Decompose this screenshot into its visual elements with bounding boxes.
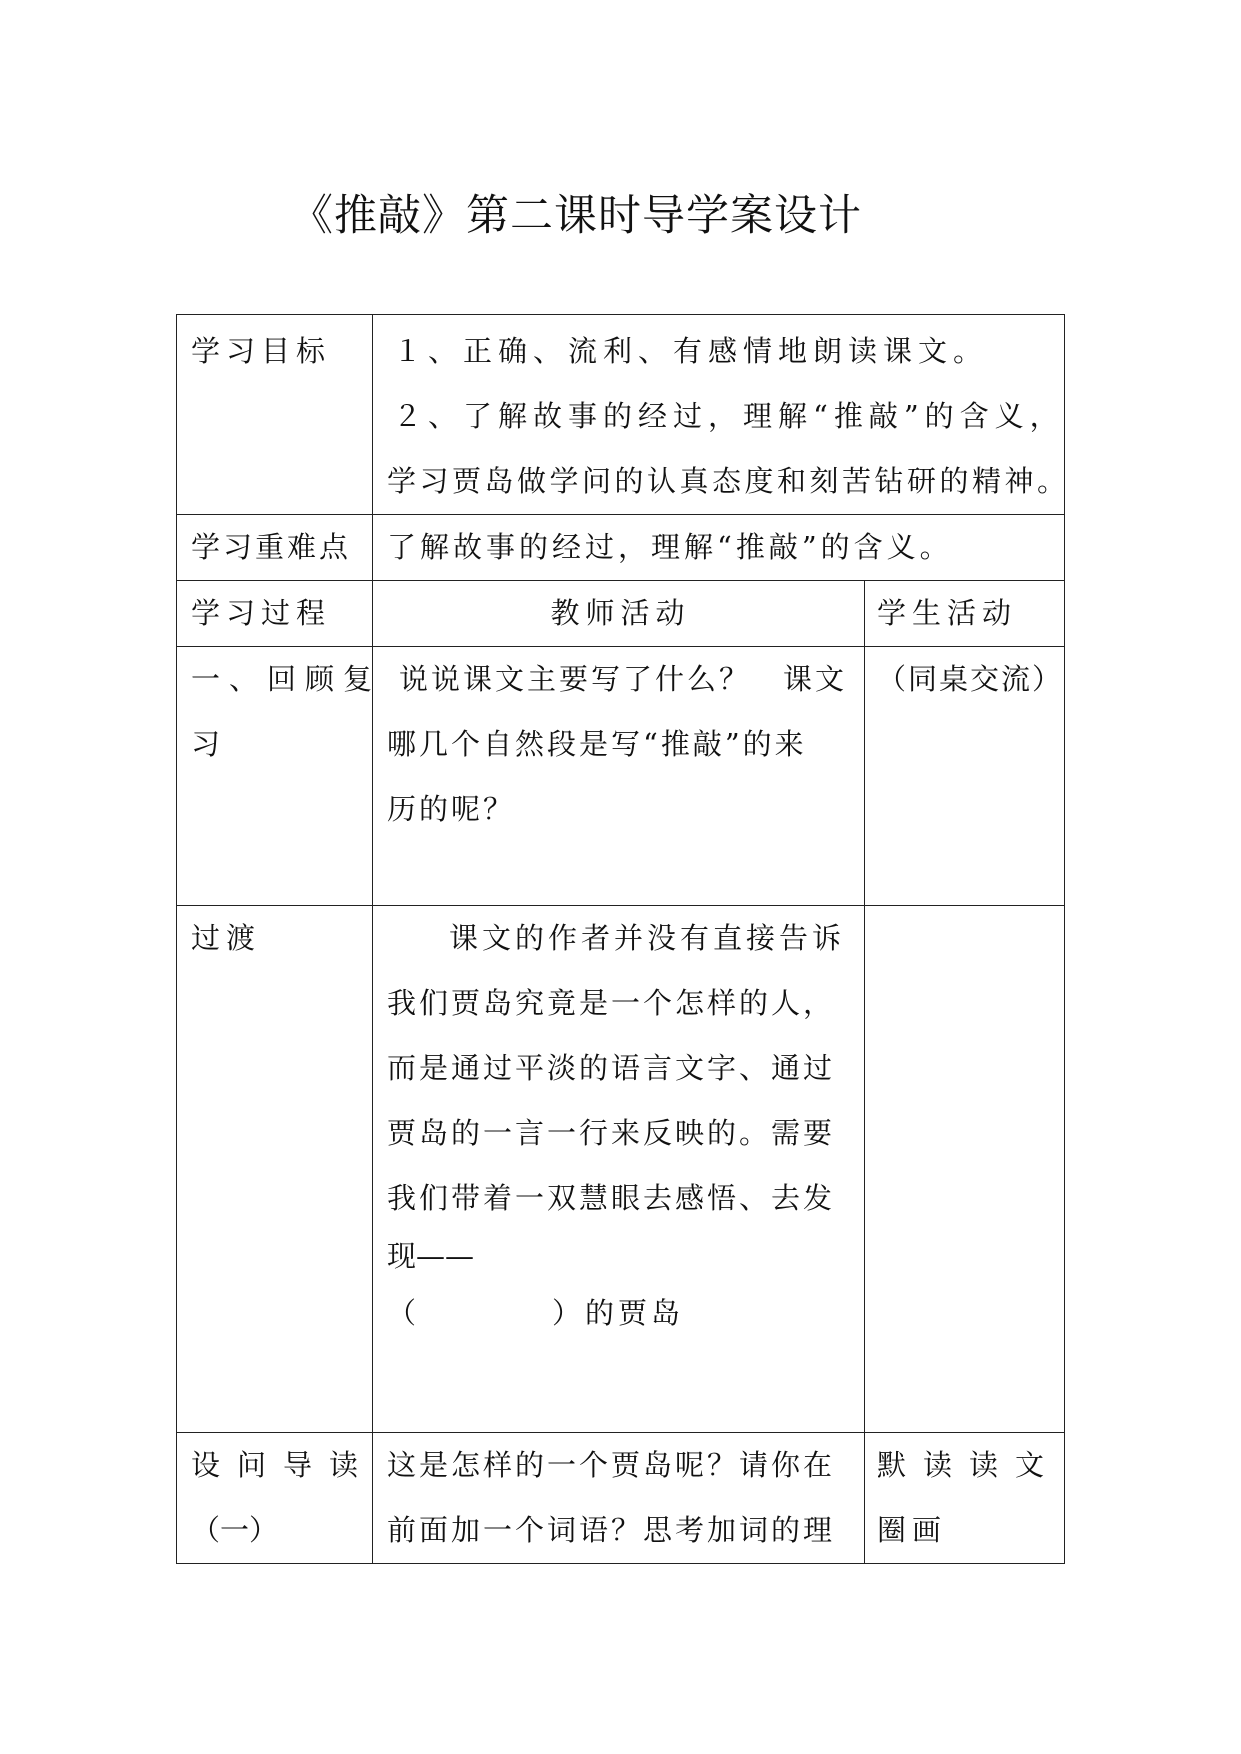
key-points-content: 了解故事的经过，理解“推敲”的含义。 (387, 530, 953, 564)
goals-content-cell (373, 315, 1070, 515)
goal-item-1: １、正确、流利、有感情地朗读课文。 (393, 334, 989, 368)
student-activity-cell (865, 906, 1065, 1433)
student-activity-cell (865, 1433, 1065, 1564)
stage-text: （一） (191, 1513, 279, 1547)
teacher-activity-text: 说说课文主要写了什么？ 课文 (399, 662, 848, 696)
table-row (177, 647, 1065, 906)
student-activity-text: 默读读文 (877, 1448, 1062, 1482)
stage-text: 设问导读 (191, 1448, 376, 1482)
table-header-row (177, 581, 1065, 647)
table-row (177, 515, 1065, 581)
teacher-header-cell (373, 581, 865, 647)
student-activity-text: （同桌交流） (877, 662, 1064, 696)
teacher-activity-cell (373, 647, 865, 906)
student-activity-text: 圈画 (877, 1513, 948, 1547)
teacher-activity-text: 课文的作者并没有直接告诉 (449, 921, 846, 955)
table-row (177, 315, 1065, 515)
stage-text: 一、回顾复 (191, 662, 382, 696)
table-row (177, 906, 1065, 1433)
teacher-activity-text: 前面加一个词语？思考加词的理 (387, 1513, 836, 1547)
key-points-label: 学习重难点 (191, 530, 352, 564)
goals-label: 学习目标 (191, 334, 332, 368)
teacher-activity-text: 现—— (387, 1239, 475, 1273)
goal-item-2: ２、了解故事的经过，理解“推敲”的含义， (393, 399, 1065, 433)
teacher-activity-text: 我们带着一双慧眼去感悟、去发 (387, 1181, 836, 1215)
table-row (177, 1433, 1065, 1564)
teacher-activity-text: 历的呢？ (387, 792, 516, 826)
teacher-activity-cell (373, 906, 865, 1433)
teacher-activity-cell (373, 1433, 865, 1564)
student-header-cell (865, 581, 1065, 647)
process-header: 学习过程 (191, 596, 332, 630)
teacher-activity-text: 而是通过平淡的语言文字、通过 (387, 1051, 836, 1085)
key-points-content-cell (373, 515, 1065, 581)
process-header-cell (177, 581, 373, 647)
teacher-activity-text: 贾岛的一言一行来反映的。需要 (387, 1116, 836, 1150)
teacher-activity-text: 我们贾岛究竟是一个怎样的人， (387, 986, 836, 1020)
stage-cell (177, 1433, 376, 1564)
goal-item-3: 学习贾岛做学问的认真态度和刻苦钻研的精神。 (387, 464, 1070, 498)
stage-cell (177, 906, 373, 1433)
key-points-label-cell (177, 515, 373, 581)
student-activity-header: 学生活动 (877, 596, 1018, 630)
teacher-activity-text: （ ）的贾岛 (387, 1296, 685, 1330)
teacher-activity-text: 哪几个自然段是写“推敲”的来 (387, 727, 807, 761)
stage-text: 过渡 (191, 921, 262, 955)
student-activity-cell (865, 647, 1065, 906)
teacher-activity-text: 这是怎样的一个贾岛呢？请你在 (387, 1448, 836, 1482)
document-title: 《推敲》第二课时导学案设计 (290, 191, 862, 241)
lesson-plan-table (176, 314, 1070, 1564)
teacher-activity-header: 教师活动 (550, 596, 691, 630)
stage-text: 习 (191, 727, 221, 761)
stage-cell (177, 647, 382, 906)
goals-label-cell (177, 315, 373, 515)
